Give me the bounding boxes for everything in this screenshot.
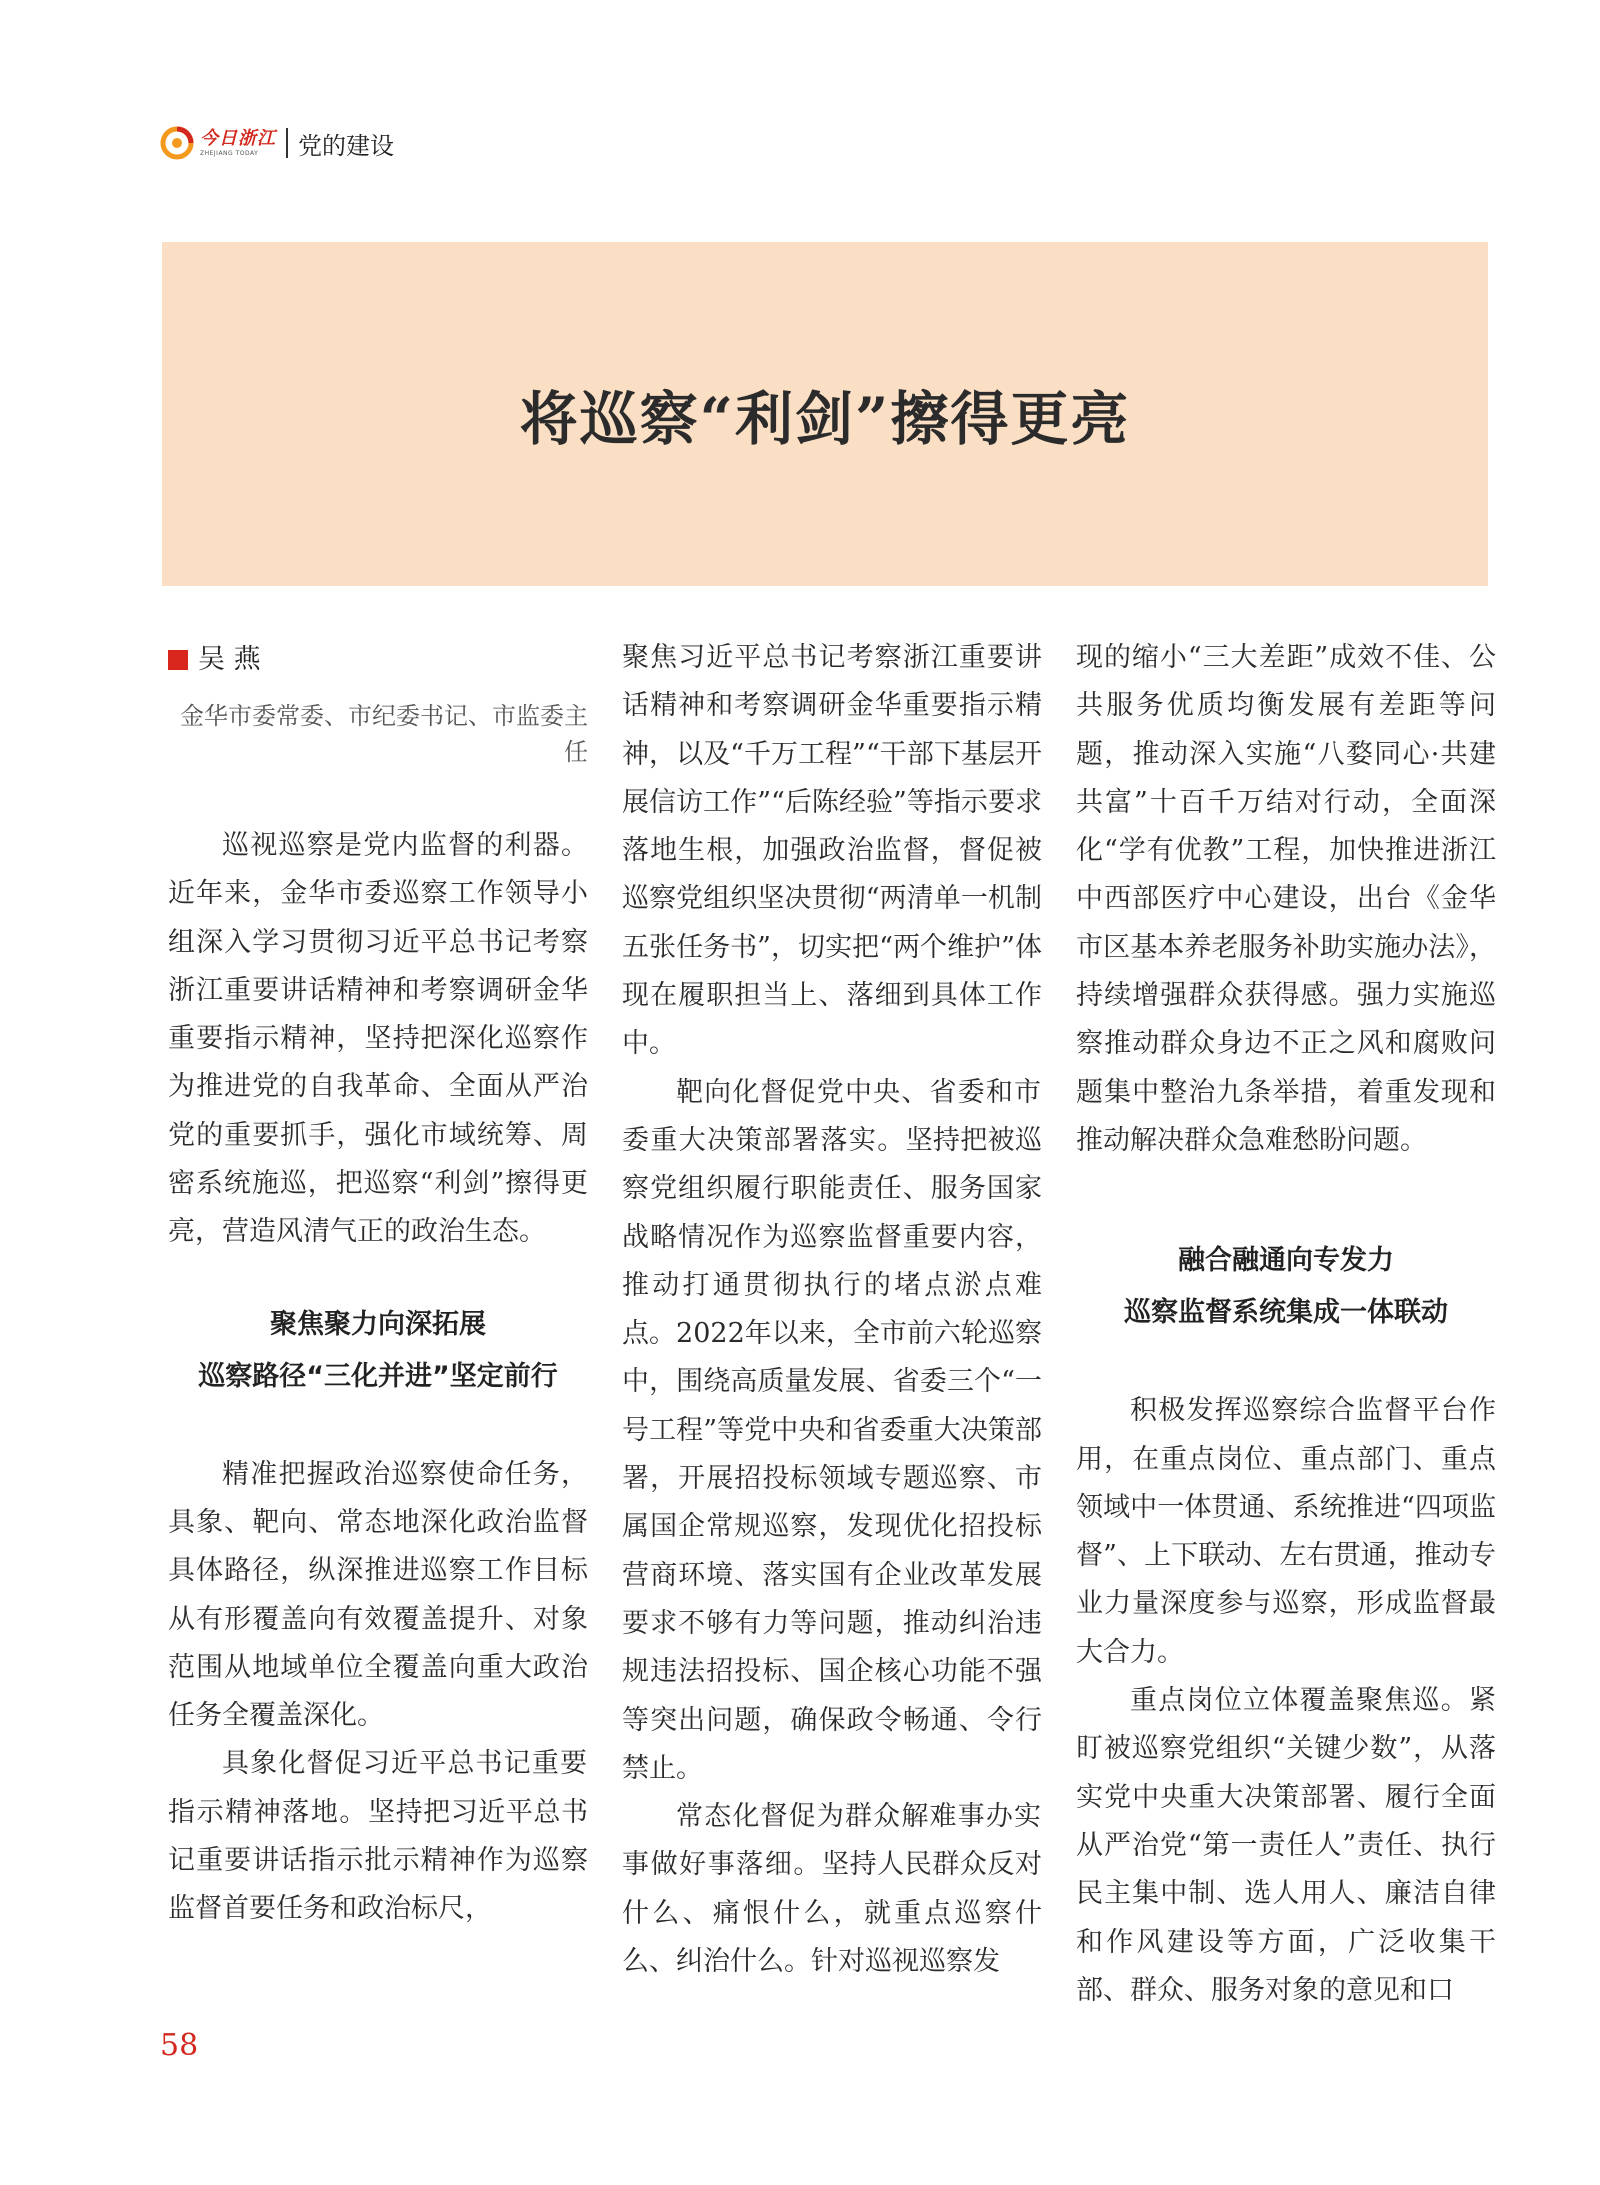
column-2: [622, 634, 1042, 1986]
page-header: [160, 118, 394, 168]
section1-paragraph-2-lead: 具象化督促习近平总书记重要指示精神落地。: [168, 1748, 588, 1828]
article-title: 将巡察“利剑”擦得更亮: [519, 385, 1131, 453]
logo-chinese-text: 今日浙江: [200, 127, 276, 149]
section1-paragraph-4: [622, 1793, 1042, 1986]
section2-heading: [1076, 1235, 1496, 1339]
section1-heading: [168, 1299, 588, 1403]
section1-heading-line2: 巡察路径“三化并进”坚定前行: [198, 1360, 558, 1392]
section2-paragraph-2-lead: 重点岗位立体覆盖聚焦巡。: [1130, 1685, 1469, 1717]
section2-heading-line2: 巡察监督系统集成一体联动: [1124, 1297, 1448, 1329]
section1-paragraph-3-body: 坚持把被巡察党组织履行职能责任、服务国家战略情况作为巡察监督重要内容，推动打通贯彻执行的堵点淤点难点。2022年以来，全市前六轮巡察中，围绕高质量发展、省委三个“一号工程”等党中央和省委重大决策部署，开展招投标领域专题巡察、市属国企常规巡察，发现优化招投标营商环境、落实国有企业改革发展要求不够有力等问题，推动纠治违规违法招投标、国企核心功能不强等突出问题，确保政令畅通、令行禁止。: [622, 1124, 1043, 1784]
column-1: [168, 636, 588, 1934]
section1-paragraph-4-continued: 现的缩小“三大差距”成效不佳、公共服务优质均衡发展有差距等问题，推动深入实施“八婺同心·共建共富”十百千万结对行动，全面深化“学有优教”工程，加快推进浙江中西部医疗中心建设，出台《金华市区基本养老服务补助实施办法》，持续增强群众获得感。强力实施巡察推动群众身边不正之风和腐败问题集中整治九条举措，着重发现和推动解决群众急难愁盼问题。: [1076, 642, 1496, 1156]
author-marker: [168, 650, 188, 670]
logo-english-text: ZHEJIANG TODAY: [200, 149, 259, 157]
title-banner: [162, 242, 1488, 586]
intro-paragraph: 巡视巡察是党内监督的利器。近年来，金华市委巡察工作领导小组深入学习贯彻习近平总书记考察浙江重要讲话精神和考察调研金华重要指示精神，坚持把深化巡察作为推进党的自我革命、全面从严治党的重要抓手，强化市域统筹、周密系统施巡，把巡察“利剑”擦得更亮，营造风清气正的政治生态。: [168, 830, 588, 1248]
author-name: 吴 燕: [198, 643, 261, 675]
section1-paragraph-1: 精准把握政治巡察使命任务，具象、靶向、常态地深化政治监督具体路径，纵深推进巡察工作目标从有形覆盖向有效覆盖提升、对象范围从地域单位全覆盖向重大政治任务全覆盖深化。: [168, 1458, 588, 1732]
section1-paragraph-3-lead: 靶向化督促党中央、省委和市委重大决策部署落实。: [622, 1076, 1042, 1156]
author-line: [168, 636, 588, 684]
magazine-logo: [160, 126, 276, 160]
page-number: 58: [160, 2028, 199, 2063]
header-divider: [286, 128, 288, 158]
section1-heading-line1: 聚焦聚力向深拓展: [270, 1308, 486, 1340]
column-3: [1076, 634, 1496, 2015]
author-position: 金华市委常委、市纪委书记、市监委主任: [180, 702, 588, 766]
section2-paragraph-2: [1076, 1677, 1496, 2015]
section1-paragraph-3: [622, 1069, 1042, 1793]
section1-paragraph-4-lead: 常态化督促为群众解难事办实事做好事落细。: [622, 1801, 1042, 1881]
section1-paragraph-4-body: 坚持人民群众反对什么、痛恨什么，就重点巡察什么、纠治什么。针对巡视巡察发: [622, 1849, 1042, 1978]
section2-paragraph-2-body: 紧盯被巡察党组织“关键少数”，从落实党中央重大决策部署、履行全面从严治党“第一责任人”责任、执行民主集中制、选人用人、廉洁自律和作风建设等方面，广泛收集干部、群众、服务对象的意见和口: [1076, 1685, 1496, 2006]
section-name: 党的建设: [298, 131, 394, 160]
logo-swirl-icon: [160, 126, 194, 160]
section1-paragraph-2: [168, 1740, 588, 1933]
section1-paragraph-2-continued: 聚焦习近平总书记考察浙江重要讲话精神和考察调研金华重要指示精神，以及“千万工程”“干部下基层开展信访工作”“后陈经验”等指示要求落地生根，加强政治监督，督促被巡察党组织坚决贯彻“两清单一机制五张任务书”，切实把“两个维护”体现在履职担当上、落细到具体工作中。: [622, 642, 1042, 1060]
section2-paragraph-1: 积极发挥巡察综合监督平台作用，在重点岗位、重点部门、重点领域中一体贯通、系统推进“四项监督”、上下联动、左右贯通，推动专业力量深度参与巡察，形成监督最大合力。: [1076, 1395, 1496, 1668]
section1-paragraph-2-body: 坚持把习近平总书记重要讲话指示批示精神作为巡察监督首要任务和政治标尺，: [168, 1796, 588, 1925]
section2-heading-line1: 融合融通向专发力: [1178, 1245, 1394, 1277]
